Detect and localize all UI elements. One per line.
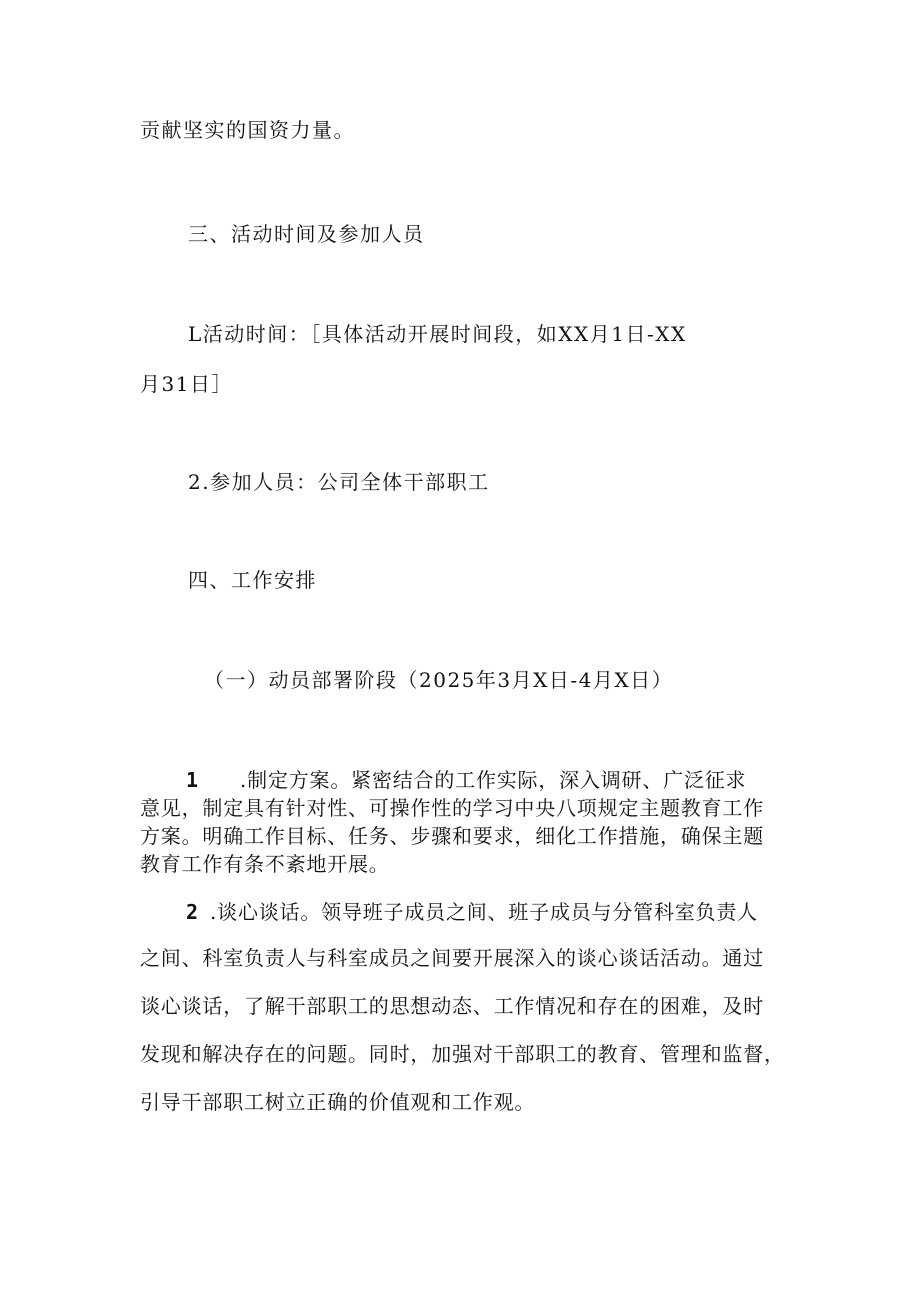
list-item-number: 2 [186, 900, 200, 924]
subsection-heading: （一）动员部署阶段（2025年3月X日-4月X日） [204, 668, 674, 692]
paragraph-line: 方案。明确工作目标、任务、步骤和要求，细化工作措施，确保主题 [140, 824, 764, 848]
paragraph-line: 谈心谈话，了解干部职工的思想动态、工作情况和存在的困难，及时 [140, 994, 764, 1018]
paragraph-line: 发现和解决存在的问题。同时，加强对干部职工的教育、管理和监督， [140, 1042, 785, 1066]
paragraph-line: .制定方案。紧密结合的工作实际，深入调研、广泛征求 [240, 768, 747, 792]
paragraph-line: L活动时间：［具体活动开展时间段，如XX月1日-XX [188, 322, 687, 346]
section-heading: 四、工作安排 [188, 568, 317, 592]
paragraph-line: 之间、科室负责人与科室成员之间要开展深入的谈心谈话活动。通过 [140, 946, 764, 970]
paragraph-line: 教育工作有条不紊地开展。 [140, 852, 390, 876]
paragraph-line: 意见，制定具有针对性、可操作性的学习中央八项规定主题教育工作 [140, 796, 764, 820]
paragraph-line: 引导干部职工树立正确的价值观和工作观。 [140, 1090, 536, 1114]
paragraph-line: 2.参加人员：公司全体干部职工 [188, 470, 490, 494]
paragraph-line: 月31日］ [140, 372, 233, 396]
paragraph-line: 贡献坚实的国资力量。 [140, 118, 355, 142]
section-heading: 三、活动时间及参加人员 [188, 222, 425, 246]
list-item-number: 1 [186, 768, 200, 792]
paragraph-line: .谈心谈话。领导班子成员之间、班子成员与分管科室负责人 [210, 900, 758, 924]
